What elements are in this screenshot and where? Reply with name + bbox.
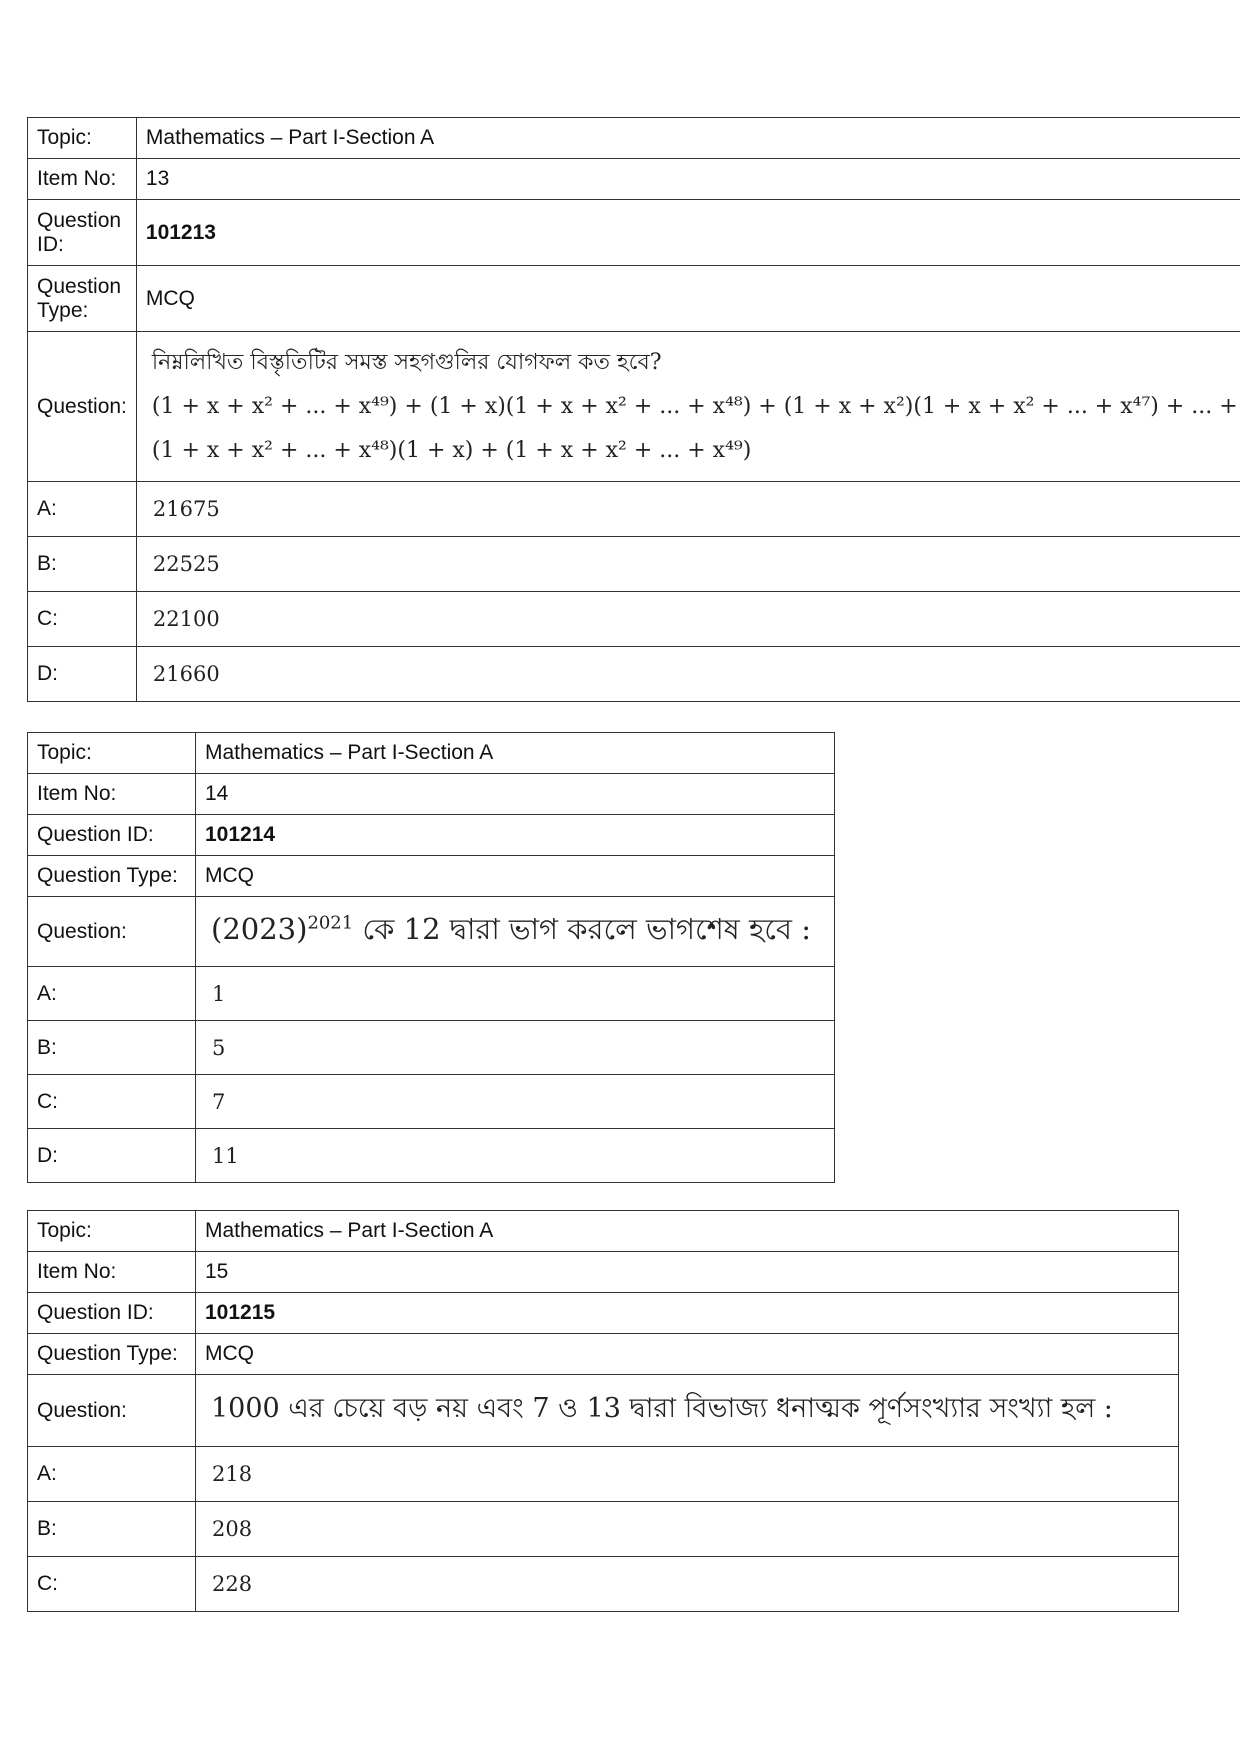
option-a-value: 218 xyxy=(196,1447,1179,1502)
question-table-15 xyxy=(27,1210,1179,1612)
option-c-label: C: xyxy=(28,1557,196,1612)
option-a-label: A: xyxy=(28,482,137,537)
question-text-line3: (1 + x + x² + ... + x⁴⁸)(1 + x) + (1 + x + x² + ... + x⁴⁹) xyxy=(151,437,752,463)
topic-row xyxy=(28,733,835,774)
question-id-label-line2: ID: xyxy=(37,232,64,256)
item-no-label: Item No: xyxy=(28,159,137,200)
item-no-row xyxy=(28,159,1240,200)
question-type-label-line2: Type: xyxy=(37,298,89,322)
question-row xyxy=(28,1375,1179,1447)
topic-value: Mathematics – Part I-Section A xyxy=(136,118,1240,159)
option-a-value: 21675 xyxy=(136,482,1240,537)
question-table-14 xyxy=(27,732,835,1183)
question-text xyxy=(136,332,1240,482)
question-exponent: 2021 xyxy=(307,912,354,934)
question-id-label xyxy=(28,200,137,266)
question-type-label-line1: Question xyxy=(37,274,122,298)
topic-label: Topic: xyxy=(28,733,196,774)
question-id-value: 101214 xyxy=(196,815,835,856)
option-c-value: 22100 xyxy=(136,592,1240,647)
option-a-row xyxy=(28,1447,1179,1502)
option-c-value: 228 xyxy=(196,1557,1179,1612)
question-row xyxy=(28,332,1240,482)
option-c-label: C: xyxy=(28,1075,196,1129)
item-no-row xyxy=(28,774,835,815)
option-b-value: 208 xyxy=(196,1502,1179,1557)
question-id-value: 101213 xyxy=(136,200,1240,266)
option-b-value: 22525 xyxy=(136,537,1240,592)
question-id-label-line1: Question xyxy=(37,208,122,232)
option-d-value: 21660 xyxy=(136,647,1240,702)
question-text xyxy=(196,897,835,967)
question-type-row xyxy=(28,1334,1179,1375)
option-b-label: B: xyxy=(28,537,137,592)
question-label: Question: xyxy=(28,1375,196,1447)
item-no-label: Item No: xyxy=(28,1252,196,1293)
option-c-value: 7 xyxy=(196,1075,835,1129)
item-no-value: 14 xyxy=(196,774,835,815)
question-table-13 xyxy=(27,117,1240,702)
option-c-row xyxy=(28,1557,1179,1612)
question-body: কে 12 দ্বারা ভাগ করলে ভাগশেষ হবে : xyxy=(353,912,812,946)
topic-label: Topic: xyxy=(28,118,137,159)
question-type-label: Question Type: xyxy=(28,856,196,897)
option-b-row xyxy=(28,1021,835,1075)
option-c-row xyxy=(28,592,1240,647)
option-a-row xyxy=(28,967,835,1021)
option-b-label: B: xyxy=(28,1021,196,1075)
question-id-label: Question ID: xyxy=(28,815,196,856)
option-d-row xyxy=(28,647,1240,702)
option-d-label: D: xyxy=(28,1129,196,1183)
item-no-row xyxy=(28,1252,1179,1293)
question-type-value: MCQ xyxy=(196,1334,1179,1375)
option-a-row xyxy=(28,482,1240,537)
topic-value: Mathematics – Part I-Section A xyxy=(196,733,835,774)
option-a-label: A: xyxy=(28,967,196,1021)
option-a-label: A: xyxy=(28,1447,196,1502)
option-d-value: 11 xyxy=(196,1129,835,1183)
question-id-value: 101215 xyxy=(196,1293,1179,1334)
question-id-row xyxy=(28,200,1240,266)
question-type-label: Question Type: xyxy=(28,1334,196,1375)
question-text-line1: নিম্নলিখিত বিস্তৃতিটির সমস্ত সহগগুলির যোগফল কত হবে? xyxy=(151,349,662,375)
question-type-row xyxy=(28,856,835,897)
option-c-row xyxy=(28,1075,835,1129)
question-row xyxy=(28,897,835,967)
question-type-value: MCQ xyxy=(136,266,1240,332)
question-text-line2: (1 + x + x² + ... + x⁴⁹) + (1 + x)(1 + x + x² + ... + x⁴⁸) + (1 + x + x²)(1 + x + x² + ... + x⁴⁷) + ... + xyxy=(151,393,1238,419)
topic-label: Topic: xyxy=(28,1211,196,1252)
item-no-value: 13 xyxy=(136,159,1240,200)
topic-row xyxy=(28,118,1240,159)
option-c-label: C: xyxy=(28,592,137,647)
topic-value: Mathematics – Part I-Section A xyxy=(196,1211,1179,1252)
option-b-row xyxy=(28,537,1240,592)
option-b-label: B: xyxy=(28,1502,196,1557)
question-text: 1000 এর চেয়ে বড় নয় এবং 7 ও 13 দ্বারা বিভাজ্য ধনাত্মক পূর্ণসংখ্যার সংখ্যা হল : xyxy=(196,1375,1179,1447)
question-label: Question: xyxy=(28,897,196,967)
item-no-label: Item No: xyxy=(28,774,196,815)
question-id-row xyxy=(28,1293,1179,1334)
question-type-label xyxy=(28,266,137,332)
option-d-label: D: xyxy=(28,647,137,702)
question-base: (2023) xyxy=(211,912,308,946)
question-type-value: MCQ xyxy=(196,856,835,897)
topic-row xyxy=(28,1211,1179,1252)
question-id-row xyxy=(28,815,835,856)
item-no-value: 15 xyxy=(196,1252,1179,1293)
option-b-value: 5 xyxy=(196,1021,835,1075)
question-type-row xyxy=(28,266,1240,332)
option-a-value: 1 xyxy=(196,967,835,1021)
question-id-label: Question ID: xyxy=(28,1293,196,1334)
question-label: Question: xyxy=(28,332,137,482)
option-d-row xyxy=(28,1129,835,1183)
option-b-row xyxy=(28,1502,1179,1557)
